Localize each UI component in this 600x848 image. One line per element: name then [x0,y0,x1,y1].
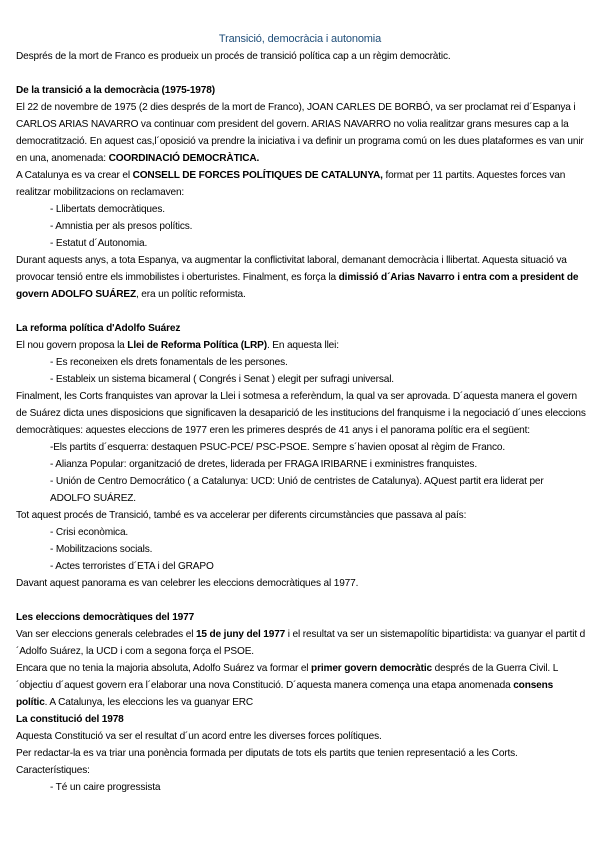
paragraph: Aquesta Constitució va ser el resultat d´un acord entre les diverses forces polítiques. [16,731,382,742]
list-item: - Unión de Centro Democrático ( a Catalunya: UCD: Unió de centristes de Catalunya). AQuest partit era liderat per ADOLFO SUÁREZ. [50,476,544,504]
page-title: Transició, democràcia i autonomia [218,33,382,45]
list-item: - Actes terroristes d´ETA i del GRAPO [50,561,214,572]
paragraph: Durant aquests anys, a tota Espanya, va augmentar la conflictivitat laboral, demanant democràcia i llibertat. Aquesta situació va provocar tensió entre els immobilistes i oberturistes. Finalment, es força la dimissió d´Arias Navarro i entra com a president de govern ADOLFO SUÁREZ, era un polític reformista. [16,255,579,300]
paragraph: Davant aquest panorama es van celebrer les eleccions democràtiques al 1977. [16,578,359,589]
paragraph: Característiques: [16,765,90,776]
demands-list [16,201,586,252]
paragraph: A Catalunya es va crear el CONSELL DE FORCES POLÍTIQUES DE CATALUNYA, format per 11 partits. Aquestes forces van realitzar mobilitzacions on reclamaven: [16,170,566,198]
section-heading-reform: La reforma política d'Adolfo Suárez [16,323,181,334]
list-item: - Té un caire progressista [50,782,161,793]
list-item: - Estatut d´Autonomia. [50,238,148,249]
list-item: - Crisi econòmica. [50,527,129,538]
section-heading-constitution: La constitució del 1978 [16,714,124,725]
list-item: - Mobilitzacions socials. [50,544,153,555]
document-body [16,48,586,796]
paragraph: El 22 de novembre de 1975 (2 dies després de la mort de Franco), JOAN CARLES DE BORBÓ, va ser proclamat rei d´Espanya i CARLOS ARIAS NAVARRO va continuar com president del govern. ARIAS NAVARRO no volia realitzar grans mesures cap a la democratització. En aquest cas,l´oposició va prendre la iniciativa i va definir un programa comú on les dues plataformes es van unir en una, anomenada: COORDINACIÓ DEMOCRÀTICA. [16,102,584,164]
paragraph: Tot aquest procés de Transició, també es va accelerar per diferents circumstàncies que passava al país: [16,510,467,521]
paragraph: Encara que no tenia la majoria absoluta, Adolfo Suárez va formar el primer govern democràtic després de la Guerra Civil. L´objectiu d´aquest govern era l´elaborar una nova Constitució. D´aquesta manera comença una etapa anomenada consens polític. A Catalunya, les eleccions les va guanyar ERC [16,663,559,708]
section-heading-elections: Les eleccions democràtiques del 1977 [16,612,195,623]
parties-list [16,439,586,507]
list-item: - Llibertats democràtiques. [50,204,165,215]
circumstances-list [16,524,586,575]
section-heading-transition: De la transició a la democràcia (1975-1978) [16,85,215,96]
list-item: - Estableix un sistema bicameral ( Congrés i Senat ) elegit per sufragi universal. [50,374,394,385]
law-list [16,354,586,388]
characteristics-list [16,779,586,796]
paragraph: Van ser eleccions generals celebrades el 15 de juny del 1977 i el resultat va ser un sistemapolític bipartidista: va guanyar el partit d´Adolfo Suárez, la UCD i com a segona força el PSOE. [16,629,586,657]
paragraph: Finalment, les Corts franquistes van aprovar la Llei i sotmesa a referèndum, la qual va ser aprovada. D´aquesta manera el govern de Suárez dicta unes disposicions que significaven la desaparició de les institucions del franquisme i la negociació d´unes eleccions democràtiques: aquestes eleccions de 1977 eren les primeres després de 41 anys i el panorama polític era el següent: [16,391,586,436]
list-item: - Alianza Popular: organització de dretes, liderada per FRAGA IRIBARNE i exministres franquistes. [50,459,477,470]
paragraph: Per redactar-la es va triar una ponència formada per diputats de tots els partits que tenien representació a les Corts. [16,748,518,759]
paragraph: El nou govern proposa la Llei de Reforma Política (LRP). En aquesta llei: [16,340,339,351]
list-item: - Amnistia per als presos polítics. [50,221,193,232]
list-item: -Els partits d´esquerra: destaquen PSUC-PCE/ PSC-PSOE. Sempre s´havien oposat al règim de Franco. [50,442,506,453]
list-item: - Es reconeixen els drets fonamentals de les persones. [50,357,288,368]
intro-paragraph: Després de la mort de Franco es produeix un procés de transició política cap a un règim democràtic. [16,51,451,62]
